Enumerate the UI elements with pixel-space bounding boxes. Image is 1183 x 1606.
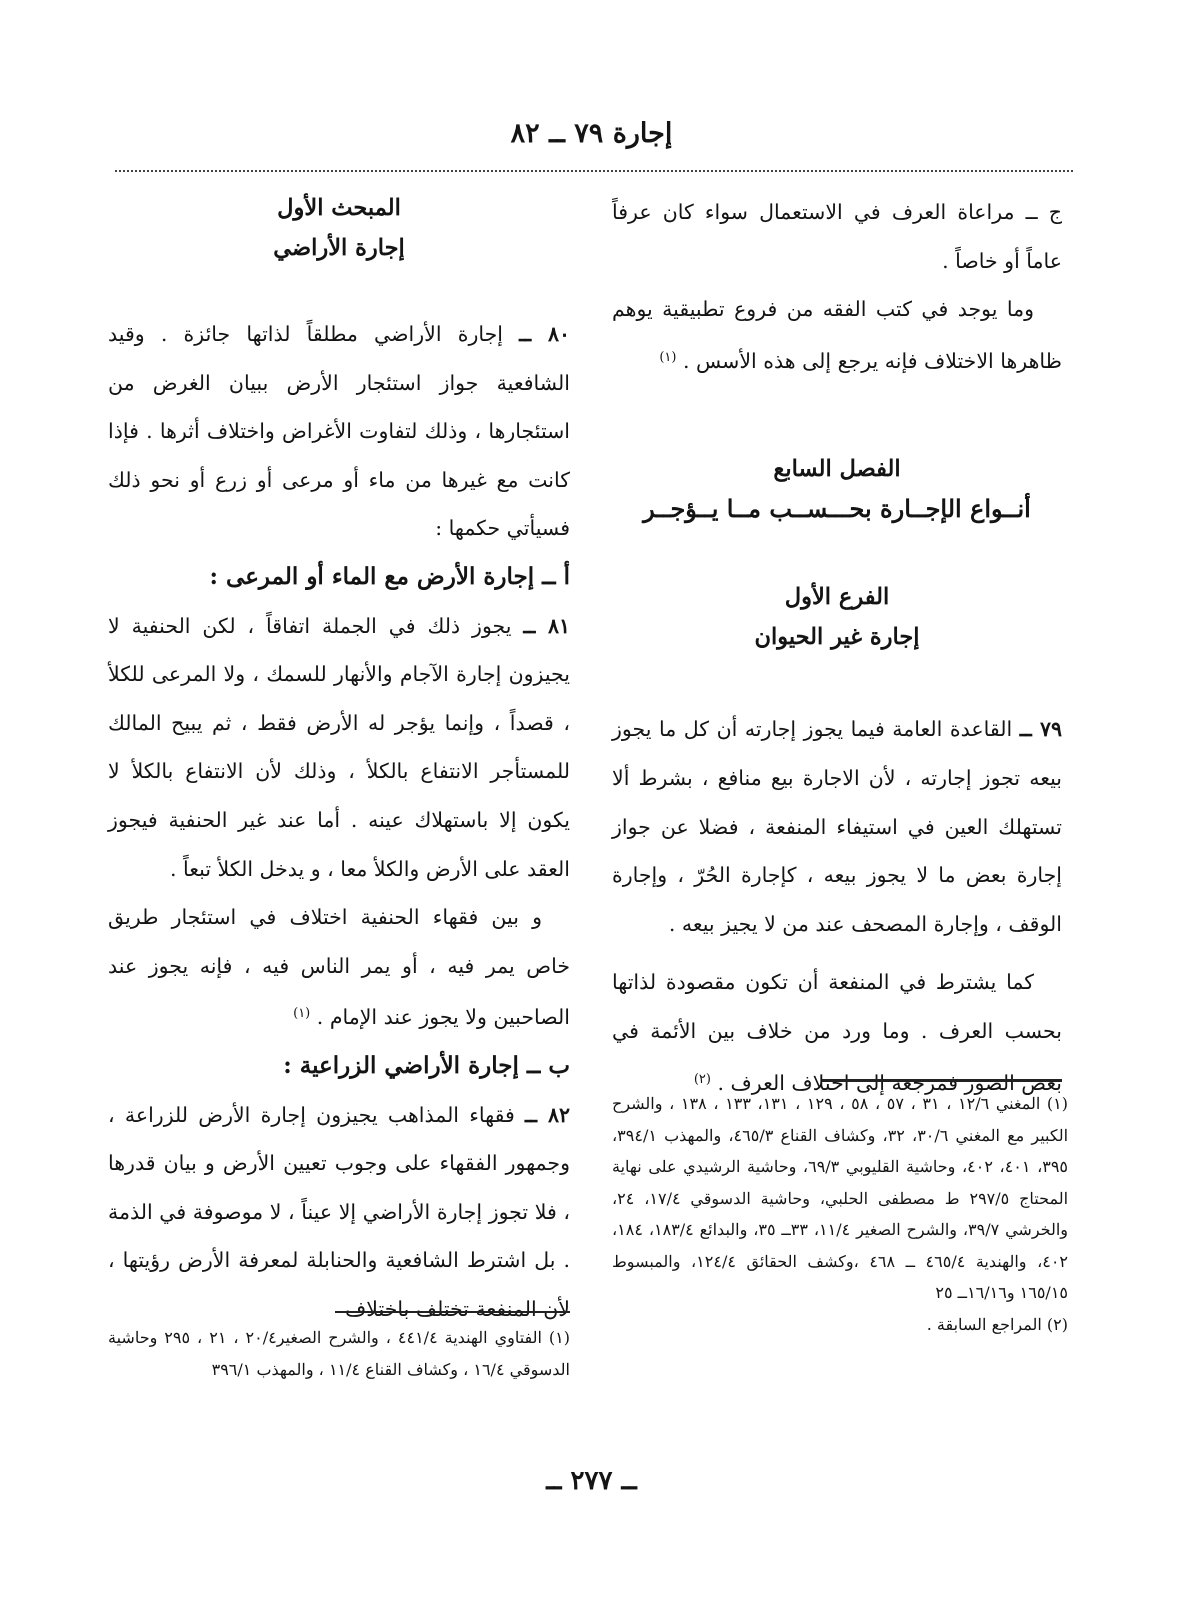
paragraph-wama <box>612 285 1062 385</box>
footnote-separator-right <box>822 1079 1062 1082</box>
footnote-ref: (١) <box>293 1006 311 1022</box>
paragraph-82 <box>108 1091 570 1334</box>
paragraph-81 <box>108 602 570 894</box>
paragraph-82-text: فقهاء المذاهب يجيزون إجارة الأرض للزراعة ، وجمهور الفقهاء على وجوب تعيين الأرض و بيان قدرها ، فلا تجوز إجارة الأراضي إلا عيناً ، لا موصوفة في الذمة . بل اشترط الشافعية والحنابلة لمعرفة الأرض رؤيتها ، لأن المنفعة تختلف باختلاف <box>108 1102 570 1321</box>
running-title: إجارة ٧٩ ــ ٨٢ <box>510 118 673 149</box>
paragraph-81-text: يجوز ذلك في الجملة اتفاقاً ، لكن الحنفية لا يجيزون إجارة الآجام والأنهار للسمك ، ولا المرعى للكلأ ، قصداً ، وإنما يؤجر له الأرض فقط ، ثم يبيح المالك للمستأجر الانتفاع بالكلأ ، وذلك لأن الانتفاع بالكلأ لا يكون إلا باستهلاك عينه . أما عند غير الحنفية فيجوز العقد على الأرض والكلأ معا ، و يدخل الكلأ تبعاً . <box>108 613 570 881</box>
branch-title: إجارة غير الحيوان <box>754 624 920 651</box>
footnote-ref: (١) <box>659 349 677 365</box>
page-number: ــ ٢٧٧ ــ <box>546 1466 637 1496</box>
header-dotted-rule <box>115 170 1073 172</box>
footnote-ref: (٢) <box>693 1071 711 1087</box>
paragraph-80-text: إجارة الأراضي مطلقاً لذاتها جائزة . وقيد الشافعية جواز استئجار الأرض ببيان الغرض من استئجارها ، وذلك لتفاوت الأغراض واختلاف أثرها . فإذا كانت مع غيرها من ماء أو مرعى أو زرع أو نحو ذلك فسيأتي حكمها : <box>108 322 570 541</box>
footnotes-right <box>612 1088 1068 1340</box>
paragraph-81-b <box>108 893 570 1042</box>
paragraph-79 <box>612 705 1062 948</box>
right-column <box>612 188 1062 1107</box>
paragraph-wama-text: وما يوجد في كتب الفقه من فروع تطبيقية يوهم ظاهرها الاختلاف فإنه يرجع إلى هذه الأسس . <box>612 297 1062 373</box>
paragraph-number: ٧٩ ــ <box>1019 717 1062 742</box>
footnote-right-1: (١) المغني ١٢/٦ ، ٣١ ، ٥٧ ، ٥٨ ، ١٢٩ ، ١٣١، ١٣٣ ، ١٣٨ ، والشرح الكبير مع المغني ٣٠/٦، ٣٢، وكشاف القناع ٤٦٥/٣، والمهذب ٣٩٤/١، ٣٩٥، ٤٠١، ٤٠٢، وحاشية القليوبي ٦٩/٣، وحاشية الرشيدي على نهاية المحتاج ٢٩٧/٥ ط مصطفى الحلبي، وحاشية الدسوقي ١٧/٤، ٢٤، والخرشي ٣٩/٧، والشرح الصغير ١١/٤، ٣٣ــ ٣٥، والبدائع ١٨٣/٤، ١٨٤، ٤٠٢، والهندية ٤٦٥/٤ ــ ٤٦٨ ،وكشف الحقائق ١٢٤/٤، والمبسوط ١٦٥/١٥ و١٦/١٦ــ ٢٥ <box>612 1094 1069 1302</box>
paragraph-79-b-text: كما يشترط في المنفعة أن تكون مقصودة لذاتها بحسب العرف . وما ورد من خلاف بين الأئمة في بعض الصور فمرجعه إلى اختلاف العرف . <box>612 970 1062 1095</box>
subheading-b: ب ــ إجارة الأراضي الزراعية : <box>283 1051 570 1079</box>
paragraph-79-text: القاعدة العامة فيما يجوز إجارته أن كل ما يجوز بيعه تجوز إجارته ، لأن الاجارة بيع منافع ، بشرط ألا تستهلك العين في استيفاء المنفعة ، فضلا عن جواز إجارة بعض ما لا يجوز بيعه ، كإجارة الحُرّ ، وإجارة الوقف ، وإجارة المصحف عند من لا يجيز بيعه . <box>612 717 1062 936</box>
section-heading: المبحث الأول <box>277 195 401 221</box>
footnote-separator-left <box>335 1311 570 1313</box>
paragraph-c: ج ــ مراعاة العرف في الاستعمال سواء كان عرفاً عاماً أو خاصاً . <box>612 200 1062 273</box>
paragraph-number: ٨١ ــ <box>523 613 570 638</box>
section-title: إجارة الأراضي <box>273 235 405 261</box>
paragraph-79-b <box>612 958 1062 1107</box>
left-column <box>108 188 570 1333</box>
paragraph-80 <box>108 310 570 553</box>
branch-heading: الفرع الأول <box>784 584 890 611</box>
footnotes-left <box>108 1322 570 1385</box>
footnote-right-2: (٢) المراجع السابقة . <box>926 1314 1068 1334</box>
chapter-heading: الفصل السابع <box>773 456 901 483</box>
subheading-a: أ ــ إجارة الأرض مع الماء أو المرعى : <box>209 562 570 590</box>
paragraph-number: ٨٢ ــ <box>525 1102 570 1127</box>
footnote-left-1: (١) الفتاوي الهندية ٤٤١/٤ ، والشرح الصغير٢٠/٤ ، ٢١ ، ٢٩٥ وحاشية الدسوقي ١٦/٤ ، وكشاف القناع ١١/٤ ، والمهذب ٣٩٦/١ <box>108 1328 571 1379</box>
paragraph-81-b-text: و بين فقهاء الحنفية اختلاف في استئجار طريق خاص يمر فيه ، أو يمر الناس فيه ، فإنه يجوز عند الصاحبين ولا يجوز عند الإمام . <box>108 905 570 1030</box>
chapter-title: أنــواع الإجــارة بحـــســب مــا يــؤجــر <box>643 494 1031 524</box>
paragraph-number: ٨٠ ــ <box>519 322 570 346</box>
